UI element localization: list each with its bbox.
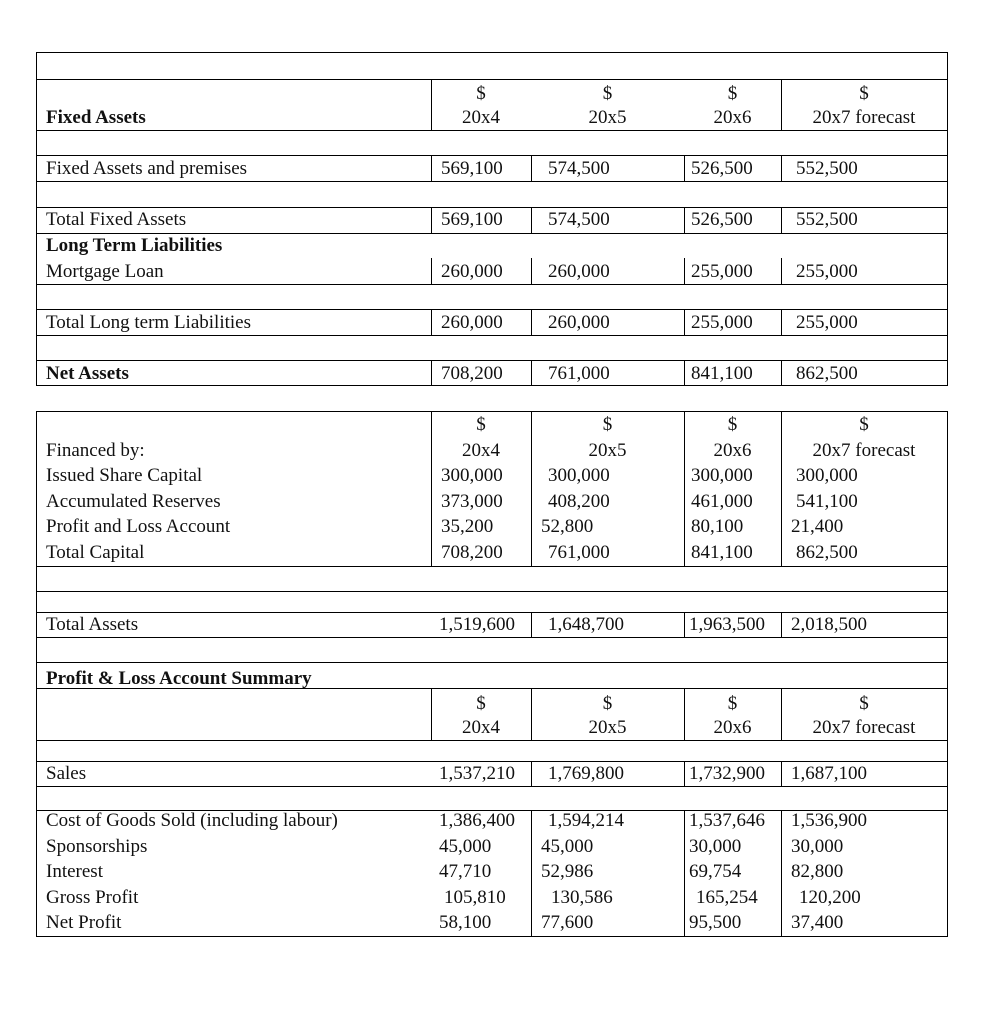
cell-value: 526,500 <box>691 158 753 179</box>
cell-value: 1,537,646 <box>689 810 765 831</box>
cell-value: 574,500 <box>548 158 610 179</box>
cell-value: 1,594,214 <box>548 810 624 831</box>
year-20x4: 20x4 <box>462 717 500 738</box>
cell-value: 45,000 <box>439 836 492 857</box>
cell-value: 260,000 <box>548 312 610 333</box>
cell-value: 862,500 <box>796 363 858 384</box>
cell-value: 80,100 <box>691 516 744 537</box>
year-20x4: 20x4 <box>462 107 500 128</box>
cell-value: 569,100 <box>441 209 503 230</box>
cell-value: 1,537,210 <box>439 763 515 784</box>
cell-value: 105,810 <box>444 887 506 908</box>
cell-value: 260,000 <box>441 261 503 282</box>
cell-value: 82,800 <box>791 861 844 882</box>
cell-value: 461,000 <box>691 491 753 512</box>
year-20x5: 20x5 <box>588 107 627 128</box>
section-heading-long-term-liabilities: Long Term Liabilities <box>46 235 223 256</box>
cell-value: 862,500 <box>796 542 858 563</box>
row-label: Total Long term Liabilities <box>46 312 251 333</box>
cell-value: 761,000 <box>548 542 610 563</box>
cell-value: 1,519,600 <box>439 614 515 635</box>
cell-value: 52,800 <box>541 516 594 537</box>
cell-value: 708,200 <box>441 542 503 563</box>
cell-value: 21,400 <box>791 516 844 537</box>
year-20x5: 20x5 <box>588 717 627 738</box>
cell-value: 1,536,900 <box>791 810 867 831</box>
cell-value: 300,000 <box>548 465 610 486</box>
cell-value: 761,000 <box>548 363 610 384</box>
cell-value: 708,200 <box>441 363 503 384</box>
cell-value: 255,000 <box>796 261 858 282</box>
cell-value: 541,100 <box>796 491 858 512</box>
currency-20x7: $ <box>859 83 869 104</box>
cell-value: 1,769,800 <box>548 763 624 784</box>
currency-20x4: $ <box>476 414 486 435</box>
cell-value: 255,000 <box>691 261 753 282</box>
year-20x7-forecast: 20x7 forecast <box>812 440 916 461</box>
cell-value: 574,500 <box>548 209 610 230</box>
year-20x7-forecast: 20x7 forecast <box>812 107 916 128</box>
cell-value: 260,000 <box>441 312 503 333</box>
cell-value: 130,586 <box>551 887 613 908</box>
row-label: Fixed Assets and premises <box>46 158 248 179</box>
cell-value: 1,732,900 <box>689 763 765 784</box>
row-label: Total Fixed Assets <box>46 209 187 230</box>
currency-20x7: $ <box>859 693 869 714</box>
cell-value: 300,000 <box>441 465 503 486</box>
cell-value: 69,754 <box>689 861 742 882</box>
cell-value: 841,100 <box>691 363 753 384</box>
cell-value: 552,500 <box>796 209 858 230</box>
year-20x7-forecast: 20x7 forecast <box>812 717 916 738</box>
cell-value: 1,963,500 <box>689 614 765 635</box>
cell-value: 30,000 <box>791 836 844 857</box>
cell-value: 52,986 <box>541 861 594 882</box>
row-label: Interest <box>46 861 103 882</box>
year-20x6: 20x6 <box>713 107 752 128</box>
cell-value: 45,000 <box>541 836 594 857</box>
section-heading-fixed-assets: Fixed Assets <box>46 107 146 128</box>
currency-20x4: $ <box>476 83 486 104</box>
cell-value: 260,000 <box>548 261 610 282</box>
row-label: Profit and Loss Account <box>46 516 231 537</box>
row-label: Total Capital <box>46 542 145 563</box>
cell-value: 526,500 <box>691 209 753 230</box>
cell-value: 30,000 <box>689 836 742 857</box>
currency-20x6: $ <box>727 414 738 435</box>
currency-20x6: $ <box>727 83 738 104</box>
cell-value: 841,100 <box>691 542 753 563</box>
cell-value: 255,000 <box>796 312 858 333</box>
row-label: Sponsorships <box>46 836 148 857</box>
section-heading-profit-loss-summary: Profit & Loss Account Summary <box>46 668 312 689</box>
row-label: Issued Share Capital <box>46 465 203 486</box>
cell-value: 300,000 <box>691 465 753 486</box>
cell-value: 95,500 <box>689 912 742 933</box>
cell-value: 37,400 <box>791 912 844 933</box>
cell-value: 120,200 <box>799 887 861 908</box>
row-label: Mortgage Loan <box>46 261 164 282</box>
row-label: Accumulated Reserves <box>46 491 221 512</box>
cell-value: 77,600 <box>541 912 594 933</box>
row-label-sales: Sales <box>46 763 87 784</box>
cell-value: 300,000 <box>796 465 858 486</box>
cell-value: 1,648,700 <box>548 614 624 635</box>
cell-value: 58,100 <box>439 912 492 933</box>
currency-20x7: $ <box>859 414 869 435</box>
cell-value: 1,386,400 <box>439 810 515 831</box>
cell-value: 165,254 <box>696 887 758 908</box>
row-label: Net Profit <box>46 912 122 933</box>
cell-value: 569,100 <box>441 158 503 179</box>
row-label: Cost of Goods Sold (including labour) <box>46 810 338 831</box>
cell-value: 408,200 <box>548 491 610 512</box>
currency-20x6: $ <box>727 693 738 714</box>
cell-value: 552,500 <box>796 158 858 179</box>
cell-value: 373,000 <box>441 491 503 512</box>
year-20x6: 20x6 <box>713 440 752 461</box>
row-label-financed-by: Financed by: <box>46 440 145 461</box>
currency-20x4: $ <box>476 693 486 714</box>
row-label-net-assets: Net Assets <box>46 363 129 384</box>
cell-value: 255,000 <box>691 312 753 333</box>
currency-20x5: $ <box>602 83 613 104</box>
year-20x6: 20x6 <box>713 717 752 738</box>
cell-value: 47,710 <box>439 861 492 882</box>
cell-value: 35,200 <box>441 516 494 537</box>
cell-value: 1,687,100 <box>791 763 867 784</box>
row-label: Gross Profit <box>46 887 139 908</box>
year-20x5: 20x5 <box>588 440 627 461</box>
currency-20x5: $ <box>602 414 613 435</box>
cell-value: 2,018,500 <box>791 614 867 635</box>
year-20x4: 20x4 <box>462 440 500 461</box>
row-label-total-assets: Total Assets <box>46 614 139 635</box>
currency-20x5: $ <box>602 693 613 714</box>
